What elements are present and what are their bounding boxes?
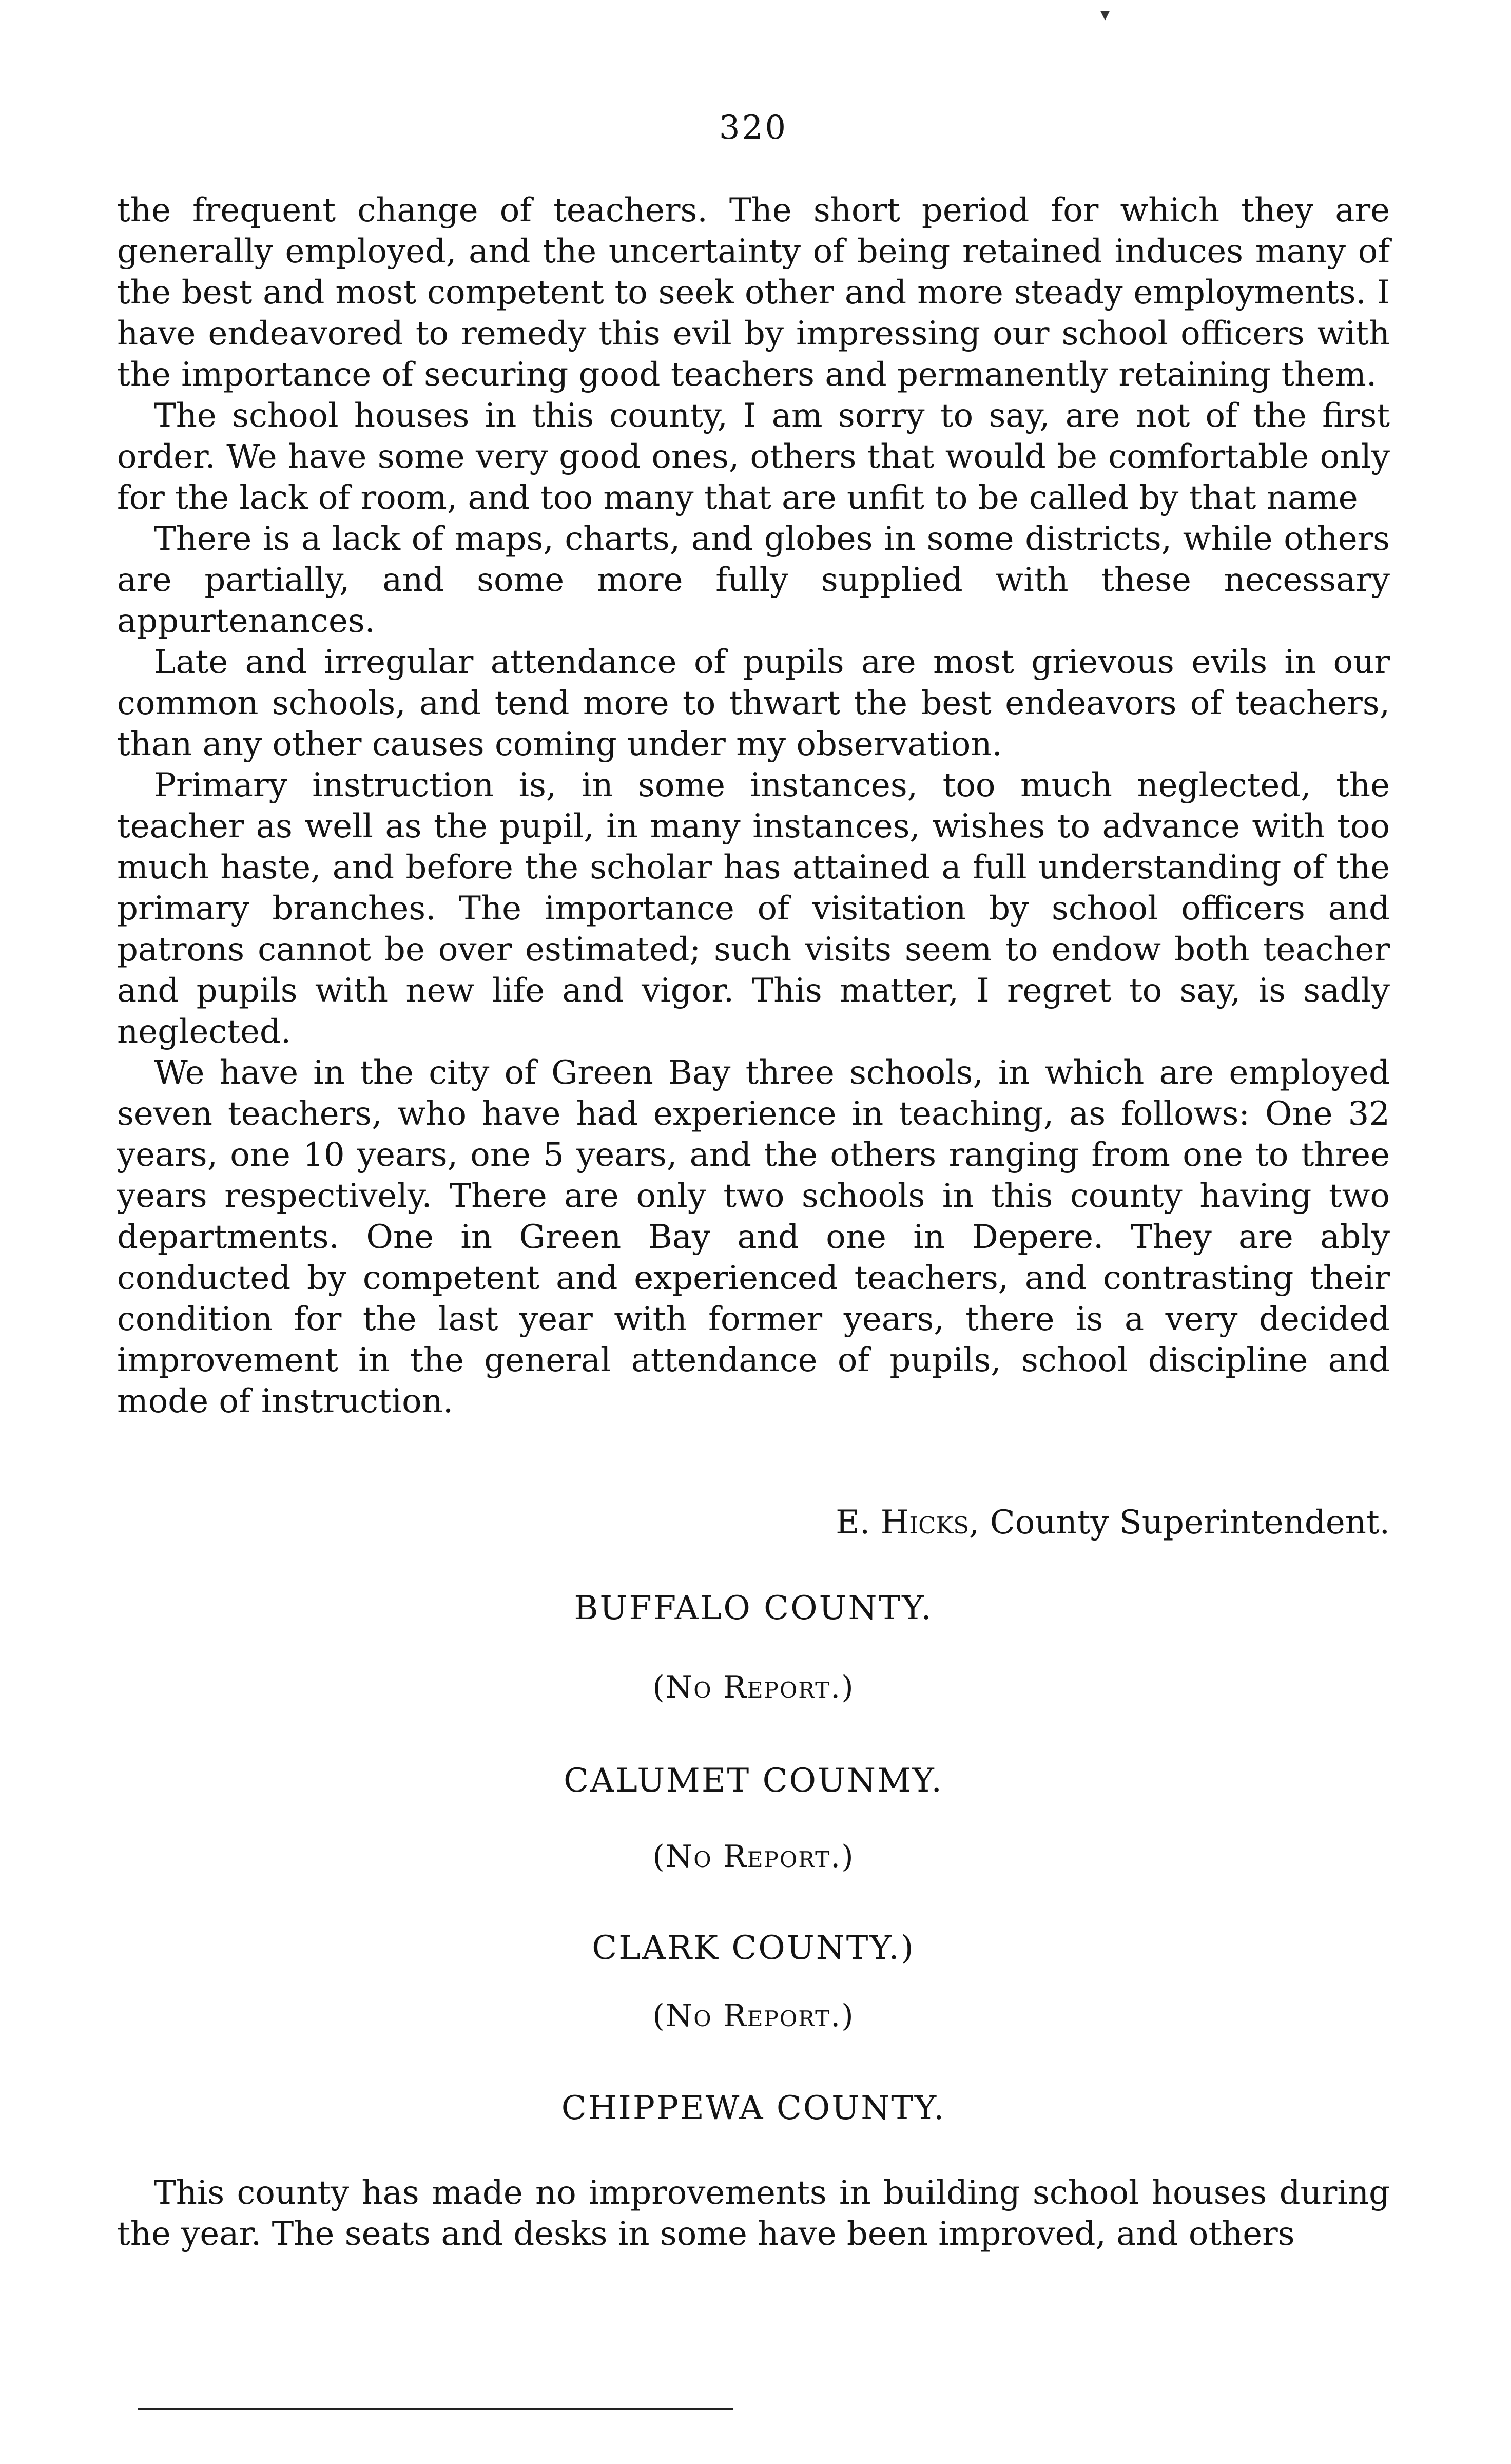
section-note-clark: (No Report.) [652, 1998, 855, 2034]
report-paragraph: We have in the city of Green Bay three schools, in which are employed seven teachers, who have had experience in teaching, as follows: One 32 years, one 10 years, one 5 years, and the others ranging from one to three years respectively. There are only two schools in this county having two departments. One in Green Bay and one in Depere. They are ably conducted by competent and experienced teachers, and contrasting their condition for the last year with former years, there is a very decided improvement in the general attendance of pupils, school discipline and mode of instruction. [117, 1054, 1390, 1420]
section-note-buffalo: (No Report.) [652, 1669, 855, 1705]
page-number: 320 [719, 109, 788, 147]
printer-mark: ▾ [1100, 4, 1110, 25]
brown-county-report [117, 190, 1390, 1422]
signature-title: County Superintendent. [990, 1504, 1390, 1542]
signature-name: E. Hicks, [836, 1504, 980, 1542]
report-paragraph: Late and irregular attendance of pupils are most grievous evils in our common schools, and tend more to thwart the best endeavors of teachers, than any other causes coming under my observation. [117, 643, 1390, 763]
report-signature [117, 1502, 1390, 1543]
report-paragraph: Primary instruction is, in some instances, too much neglected, the teacher as well as the pupil, in many instances, wishes to advance with too much haste, and before the scholar has attained a full understanding of the primary branches. The importance of visitation by school officers and patrons cannot be over estimated; such visits seem to endow both teacher and pupils with new life and vigor. This matter, I regret to say, is sadly neglected. [117, 766, 1390, 1051]
section-heading-calumet: CALUMET COUNMY. [564, 1762, 943, 1800]
document-page [117, 0, 1390, 2464]
chippewa-county-report [117, 2172, 1390, 2255]
section-heading-chippewa: CHIPPEWA COUNTY. [561, 2089, 946, 2127]
report-paragraph: This county has made no improvements in building school houses during the year. The seats and desks in some have been improved, and others [117, 2174, 1390, 2253]
section-heading-buffalo: BUFFALO COUNTY. [574, 1589, 933, 1627]
report-paragraph: the frequent change of teachers. The short period for which they are generally employed, and the uncertainty of being retained induces many of the best and most competent to seek other and more steady employments. I have endeavored to remedy this evil by impressing our school officers with the importance of securing good teachers and permanently retaining them. [117, 191, 1390, 394]
section-note-calumet: (No Report.) [652, 1839, 855, 1875]
report-paragraph: There is a lack of maps, charts, and globes in some districts, while others are partially, and some more fully supplied with these necessary appurtenances. [117, 520, 1390, 640]
footer-rule [138, 2408, 733, 2410]
report-paragraph: The school houses in this county, I am sorry to say, are not of the first order. We have some very good ones, others that would be comfortable only for the lack of room, and too many that are unfit to be called by that name [117, 397, 1390, 517]
section-heading-clark: CLARK COUNTY.) [592, 1929, 915, 1967]
